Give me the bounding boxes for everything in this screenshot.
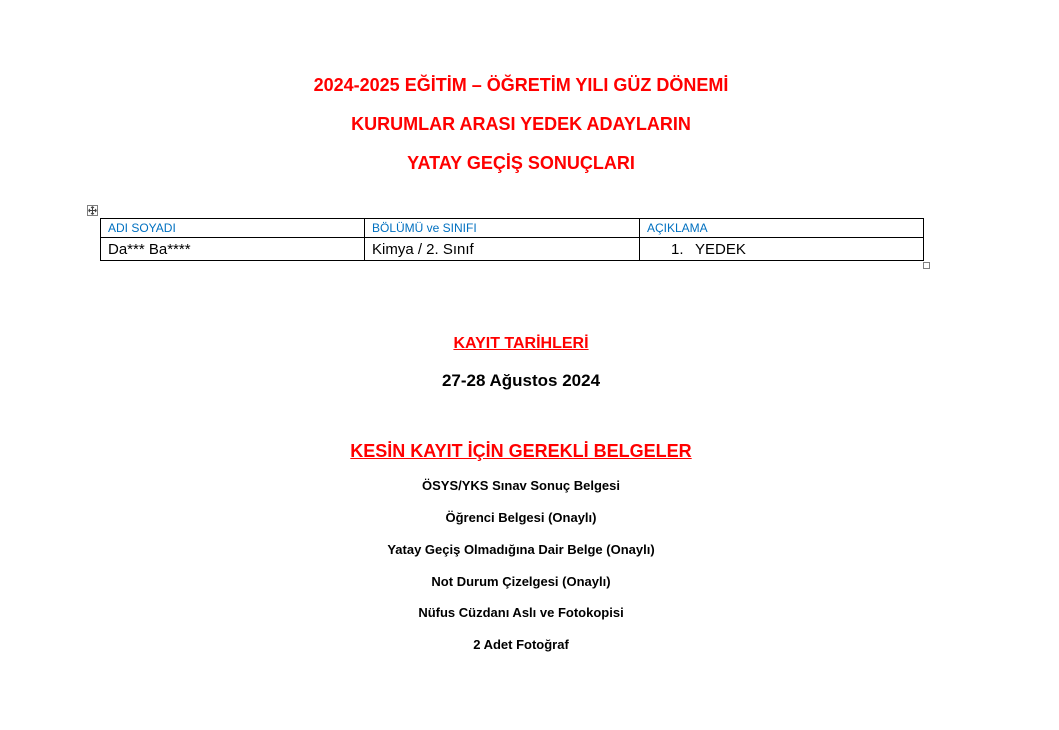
document-item: Not Durum Çizelgesi (Onaylı) bbox=[431, 574, 611, 589]
document-item: ÖSYS/YKS Sınav Sonuç Belgesi bbox=[422, 478, 620, 493]
cell-name: Da*** Ba**** bbox=[101, 238, 365, 261]
document-item: 2 Adet Fotoğraf bbox=[473, 637, 569, 652]
document-item: Öğrenci Belgesi (Onaylı) bbox=[445, 510, 597, 525]
table-resize-handle[interactable] bbox=[923, 262, 930, 269]
cell-note: YEDEK bbox=[695, 240, 746, 258]
header-description: AÇIKLAMA bbox=[640, 219, 924, 238]
cell-department: Kimya / 2. Sınıf bbox=[365, 238, 640, 261]
header-department: BÖLÜMÜ ve SINIFI bbox=[365, 219, 640, 238]
document-item: Nüfus Cüzdanı Aslı ve Fotokopisi bbox=[418, 605, 624, 620]
move-arrows-icon bbox=[88, 206, 97, 215]
documents-title: KESİN KAYIT İÇİN GEREKLİ BELGELER bbox=[350, 441, 692, 461]
registration-dates: 27-28 Ağustos 2024 bbox=[441, 371, 601, 390]
registration-title: KAYIT TARİHLERİ bbox=[453, 335, 589, 352]
document-title-line-3: YATAY GEÇİŞ SONUÇLARI bbox=[407, 153, 635, 173]
header-name: ADI SOYADI bbox=[101, 219, 365, 238]
document-item: Yatay Geçiş Olmadığına Dair Belge (Onaylı) bbox=[387, 542, 655, 557]
cell-description bbox=[640, 238, 924, 261]
table-move-handle-icon[interactable] bbox=[87, 205, 98, 216]
results-table bbox=[100, 218, 924, 261]
list-number: 1. bbox=[671, 240, 684, 258]
document-title-line-2: KURUMLAR ARASI YEDEK ADAYLARIN bbox=[351, 114, 691, 134]
table-row bbox=[101, 238, 924, 261]
table-header-row bbox=[101, 219, 924, 238]
document-title-line-1: 2024-2025 EĞİTİM – ÖĞRETİM YILI GÜZ DÖNEMİ bbox=[313, 75, 729, 95]
